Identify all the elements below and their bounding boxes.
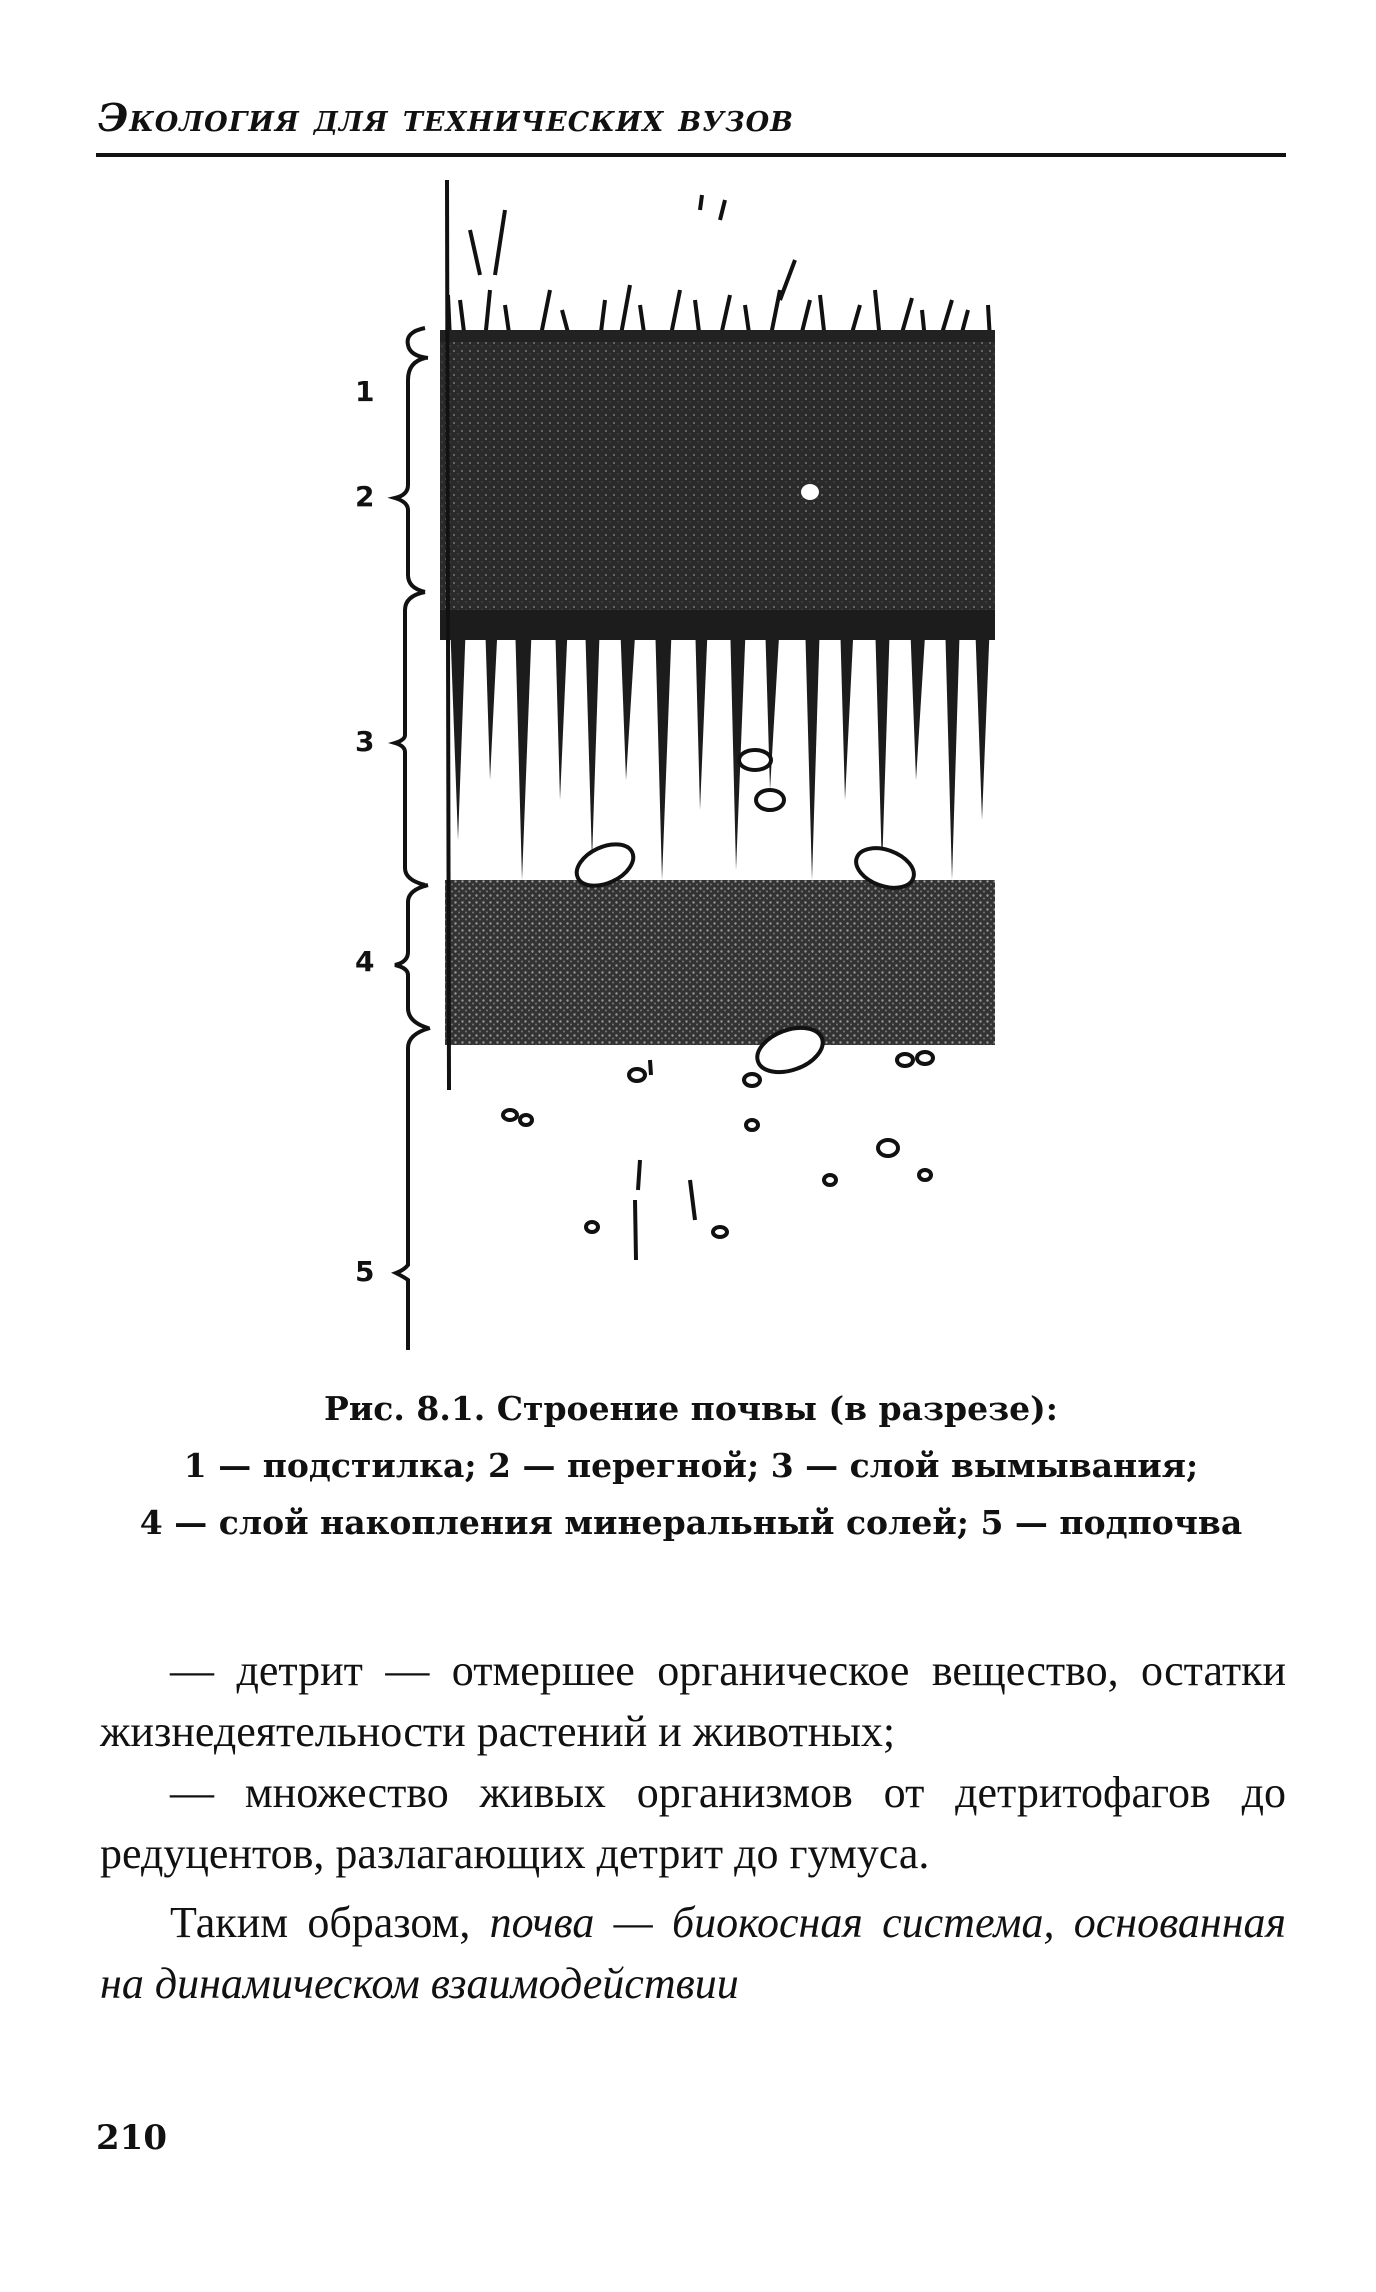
paragraph-3	[100, 1892, 1286, 2014]
caption-line-2: 1 — подстилка; 2 — перегной; 3 — слой вымывания;	[183, 1446, 1199, 1485]
soil-profile-drawing	[300, 180, 1020, 1360]
body-text	[100, 1640, 1286, 2014]
grass-layer	[448, 195, 990, 340]
running-header	[96, 95, 1286, 157]
page-number: 210	[96, 2118, 167, 2158]
paragraph-3-lead: Таким образом,	[170, 1898, 490, 1947]
layer-label-4: 4	[355, 945, 375, 978]
soil-profile-figure	[300, 180, 1020, 1360]
mineral-layer	[445, 880, 995, 1045]
paragraph-1: — детрит — отмершее органическое вещество, остатки жизнедеятельности растений и животных;	[100, 1646, 1286, 1756]
humus-layer	[440, 342, 995, 622]
caption-line-3: 4 — слой накопления минеральный солей; 5 — подпочва	[139, 1503, 1243, 1542]
leaching-layer	[440, 610, 995, 880]
paragraph-2: — множество живых организмов от детритофагов до редуцентов, разлагающих детрит до гумуса.	[100, 1768, 1286, 1878]
header-title: Экология для технических вузов	[98, 95, 794, 140]
layer-label-5: 5	[355, 1255, 375, 1288]
caption-line-1: Рис. 8.1. Строение почвы (в разрезе):	[324, 1389, 1058, 1428]
layer-label-2: 2	[355, 480, 375, 513]
layer-label-3: 3	[355, 725, 375, 758]
paragraph-3-italic: почва — биокосная система, основанная на динамическом взаимодействии	[100, 1898, 1286, 2008]
layer-label-1: 1	[355, 375, 375, 408]
layer-brackets	[395, 328, 430, 1350]
figure-caption	[96, 1380, 1286, 1551]
